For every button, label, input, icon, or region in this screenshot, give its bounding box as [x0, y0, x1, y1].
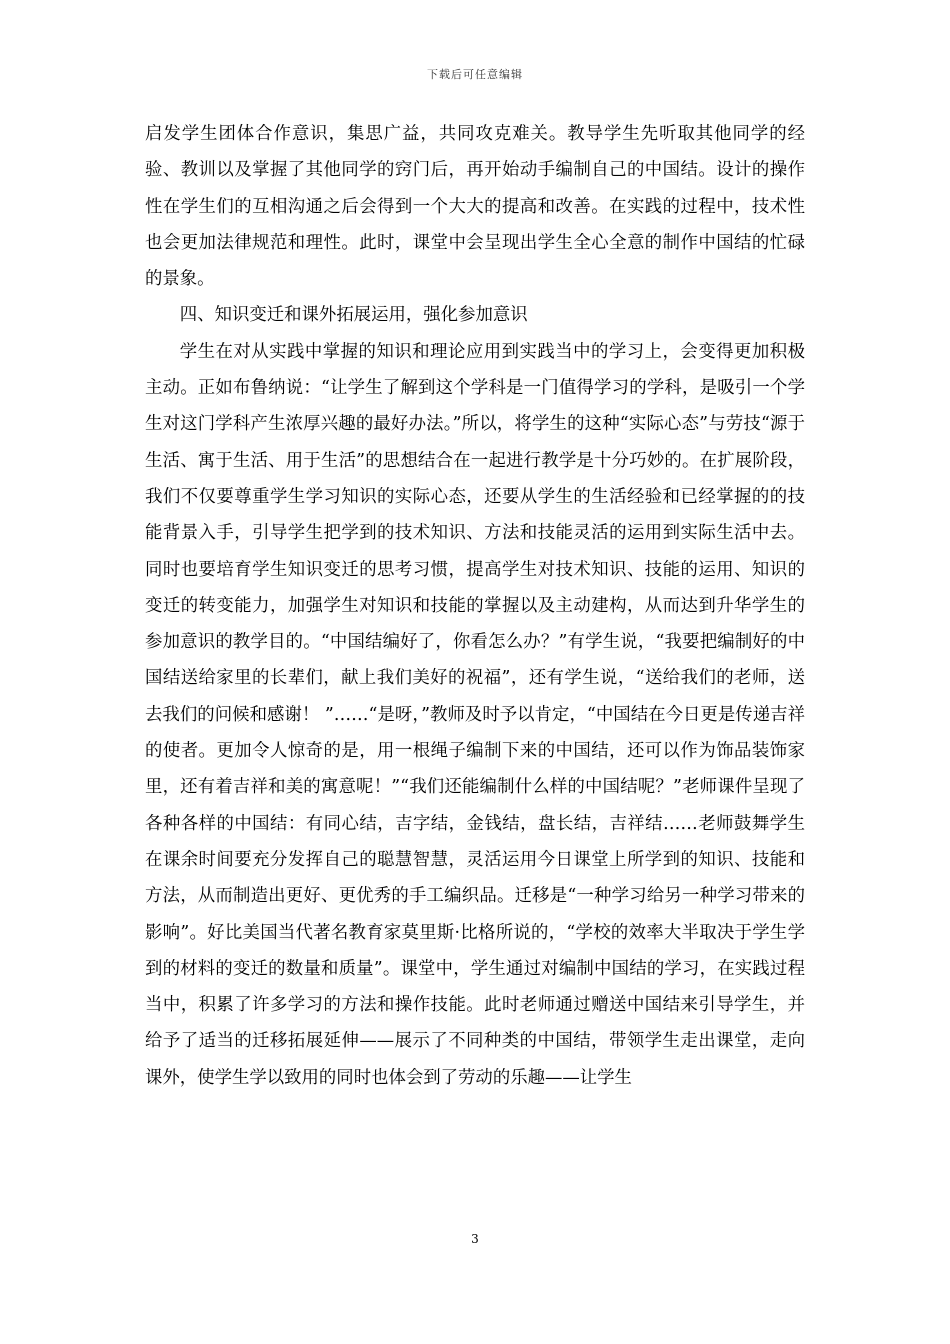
page-number: 3	[471, 1232, 479, 1246]
paragraph-body: 学生在对从实践中掌握的知识和理论应用到实践当中的学习上，会变得更加积极主动。正如布鲁纳说：“让学生了解到这个学科是一门值得学习的学科，是吸引一个学生对这门学科产生浓厚兴趣的最好办法。”所以，将学生的这种“实际心态”与劳技“源于生活、寓于生活、用于生活”的思想结合在一起进行教学是十分巧妙的。在扩展阶段，我们不仅要尊重学生学习知识的实际心态，还要从学生的生活经验和已经掌握的的技能背景入手，引导学生把学到的技术知识、方法和技能灵活的运用到实际生活中去。同时也要培育学生知识变迁的思考习惯，提高学生对技术知识、技能的运用、知识的变迁的转变能力，加强学生对知识和技能的掌握以及主动建构，从而达到升华学生的参加意识的教学目的。“中国结编好了，你看怎么办？”有学生说，“我要把编制好的中国结送给家里的长辈们，献上我们美好的祝福”，还有学生说，“送给我们的老师，送去我们的问候和感谢！ ”……“是呀，”教师及时予以肯定，“中国结在今日更是传递吉祥的使者。更加令人惊奇的是，用一根绳子编制下来的中国结，还可以作为饰品装饰家里，还有着吉祥和美的寓意呢！”“我们还能编制什么样的中国结呢？”老师课件呈现了各种各样的中国结：有同心结，吉字结，金钱结，盘长结，吉祥结……老师鼓舞学生在课余时间要充分发挥自己的聪慧智慧，灵活运用今日课堂上所学到的知识、技能和方法，从而制造出更好、更优秀的手工编织品。迁移是“一种学习给另一种学习带来的影响”。好比美国当代著名教育家莫里斯·比格所说的，“学校的效率大半取决于学生学到的材料的变迁的数量和质量”。课堂中，学生通过对编制中国结的学习，在实践过程当中，积累了许多学习的方法和操作技能。此时老师通过赠送中国结来引导学生，并给予了适当的迁移拓展延伸——展示了不同种类的中国结，带领学生走出课堂，走向课外，使学生学以致用的同时也体会到了劳动的乐趣——让学生	[145, 341, 805, 1088]
paragraph-continuation: 启发学生团体合作意识，集思广益，共同攻克难关。教导学生先听取其他同学的经验、教训以及掌握了其他同学的窍门后，再开始动手编制自己的中国结。设计的操作性在学生们的互相沟通之后会得到一个大大的提高和改善。在实践的过程中，技术性也会更加法律规范和理性。此时，课堂中会呈现出学生全心全意的制作中国结的忙碌的景象。	[145, 124, 805, 290]
document-body	[145, 116, 805, 1096]
page-header: 下载后可任意编辑	[427, 68, 523, 81]
section-heading: 四、知识变迁和课外拓展运用，强化参加意识	[179, 305, 528, 326]
